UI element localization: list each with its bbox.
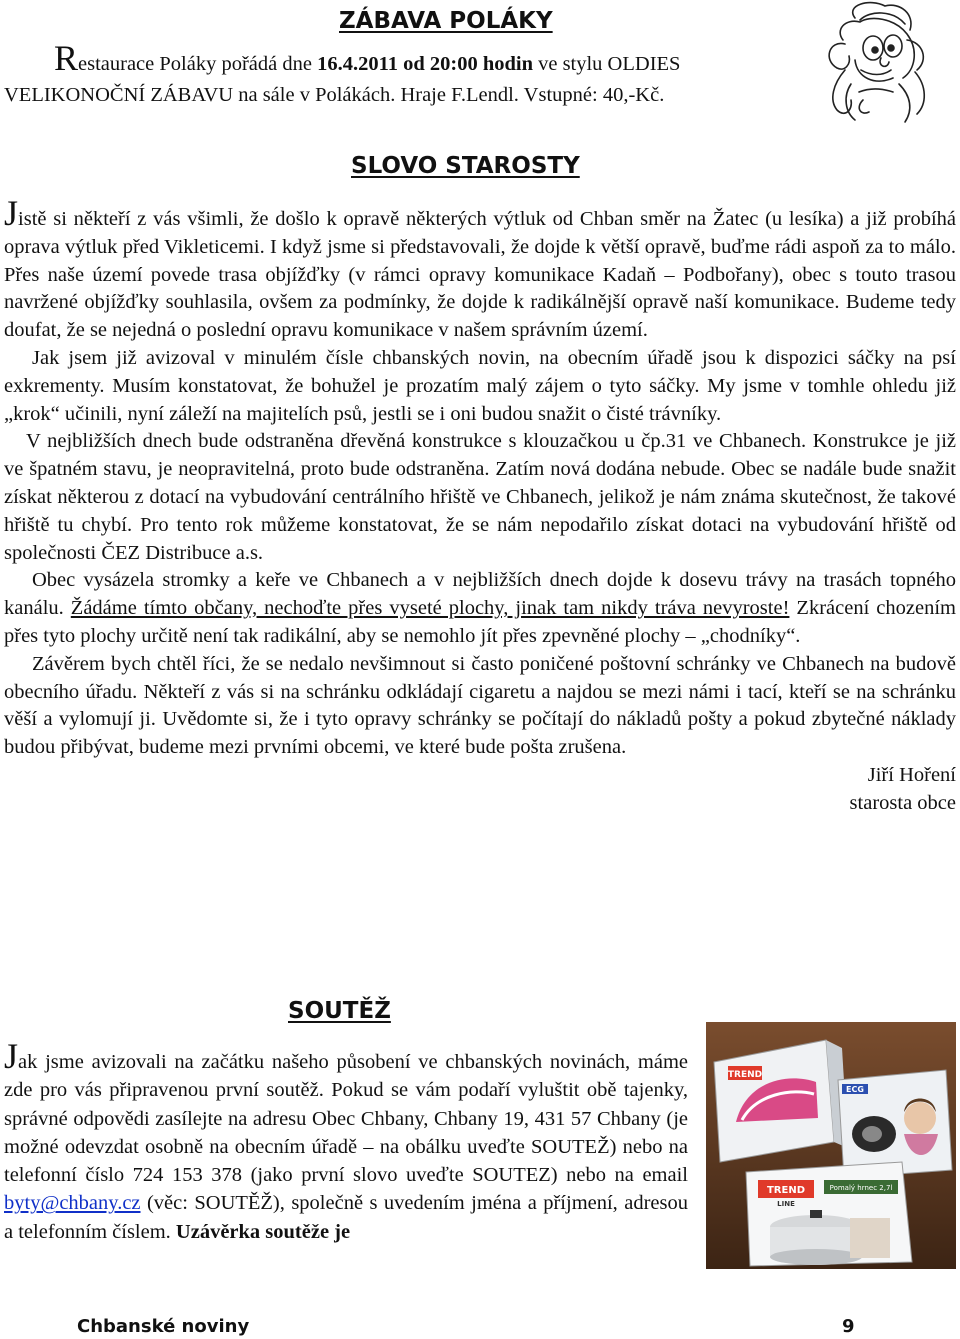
ecg-box [838,1070,952,1178]
cartoon-illustration [815,0,935,125]
footer-publication: Chbanské noviny [77,1316,250,1337]
cooker-line-label: LINE [777,1200,795,1208]
zabava-text: estaurace Poláky pořádá dne [78,53,318,75]
zabava-line-1 [54,40,814,79]
paragraph [4,195,956,345]
article-slovo-starosty [4,195,956,818]
prize-photo [706,1022,956,1269]
paragraph [4,1038,688,1246]
drop-cap: R [54,38,79,78]
heading-slovo-starosty: SLOVO STAROSTY [351,153,580,179]
paragraph: Závěrem bych chtěl říci, že se nedalo nevšimnout si často poničené poštovní schránky ve Chbanech na budově obecního úřadu. Někteří z vás si na schránku odkládají cigaretu a najdou se mezi námi i tací, kteří se na schránku věší a vylomují ji. Uvědomte si, že i tyto opravy schránky se počítají do nákladů pošty a pokud zbytečné náklady budou přibývat, budeme mezi prvními obcemi, ve které bude pošta zrušena. [4,652,956,759]
cooker-box [746,1162,912,1266]
paragraph: Jak jsem již avizoval v minulém čísle chbanských novin, na obecním úřadě jsou k dispozici sáčky na psí exkrementy. Musím konstatovat, že bohužel je prozatím malý zájem o tyto sáčky. My jsme v tomhle ohledu již „krok“ učinili, nyní záleží na majitelích psů, jestli se i oni budou snažit o čisté trávníky. [4,346,956,425]
paragraph [4,567,956,650]
paragraph-text: (věc: SOUTĚŽ), společně s uvedením jména a příjmení, adresou a telefonním číslem. [4,1192,688,1243]
zabava-line-2 [4,81,804,110]
paragraph-text: istě si někteří z vás všimli, že došlo k opravě některých výtluk od Chban směr na Žatec (u lesíka) a již probíhá oprava výtluk před Vikleticemi. I když jsme si představovali, že dojde k větší opravě, buďme rádi aspoň za to málo. Přes naše území povede trasa objížďky (v rámci opravy komunikace Kadaň – Podbořany), obec s touto trasou navržené objížďky souhlasila, ovšem za podmínky, že dojde k radikálnější opravě naší komunikace. Budeme tedy doufat, že se nejedná o poslední opravu komunikace v našem správním území. [4,208,956,342]
iron-brand-label: TREND [727,1070,763,1080]
underlined-request: Žádáme tímto občany, nechoďte přes vyseté plochy, jinak tam nikdy tráva nevyroste! [70,597,790,620]
heading-soutez: SOUTĚŽ [288,998,391,1024]
article-soutez [4,1038,688,1246]
drop-cap: J [4,193,19,233]
zabava-text: VELIKONOČNÍ ZÁBAVU na sále v Polákách. Hraje F.Lendl. Vstupné: 40,-Kč. [4,84,665,106]
signature-name: Jiří Hoření [867,763,956,786]
cooker-text-label: Pomalý hrnec 2,7l [829,1184,893,1192]
paragraph-text: Zkrácení chozením přes tyto plochy určitě není tak radikální, aby se nemohlo jít přes zpevněné plochy – „chodníky“. [4,597,956,647]
footer-page-number: 9 [842,1316,855,1337]
ecg-label: ECG [846,1085,864,1094]
email-link[interactable]: byty@chbany.cz [4,1192,141,1215]
paragraph-text: Obec vysázela stromky a keře ve Chbanech a v nejbližších dnech dojde k dosevu trávy na trasách topného kanálu. [4,569,956,620]
zabava-date: 16.4.2011 od 20:00 hodin [317,53,533,75]
paragraph: V nejbližších dnech bude odstraněna dřevěná konstrukce s klouzačkou u čp.31 ve Chbanech. Konstrukce je již ve špatném stavu, je neopravitelná, proto bude odstraněna. Zatím nová dodána nebude. Obec se nadále bude snažit získat některou z dotací na vybudování centrálního hřiště ve Chbanech, jelikož je nám známa skutečnost, že takové hřiště tu chybí. Pro tento rok můžeme konstatovat, že se nám nepodařilo získat dotaci na vybudování hřiště od společnosti ČEZ Distribuce a.s. [4,430,956,564]
paragraph-text: ak jsme avizovali na začátku našeho působení ve chbanských novinách, máme zde pro vás připravenou první soutěž. Pokud se vám podaří vyluštit obě tajenky, správné odpovědi zasílejte na adresu Obec Chbany, Chbany 19, 431 57 Chbany (je možné odevzdat osobně na obecním úřadě – na obálku uveďte SOUTEŽ) nebo na telefonní číslo 724 153 378 (jako první slovo uveďte SOUTEZ) nebo na email [4,1051,688,1187]
cooker-brand-label: TREND [766,1185,806,1196]
heading-zabava: ZÁBAVA POLÁKY [339,8,553,34]
zabava-text: ve stylu OLDIES [532,53,681,75]
signature-role: starosta obce [849,791,956,814]
deadline-label: Uzávěrka soutěže je [175,1220,351,1243]
drop-cap: J [4,1036,19,1076]
